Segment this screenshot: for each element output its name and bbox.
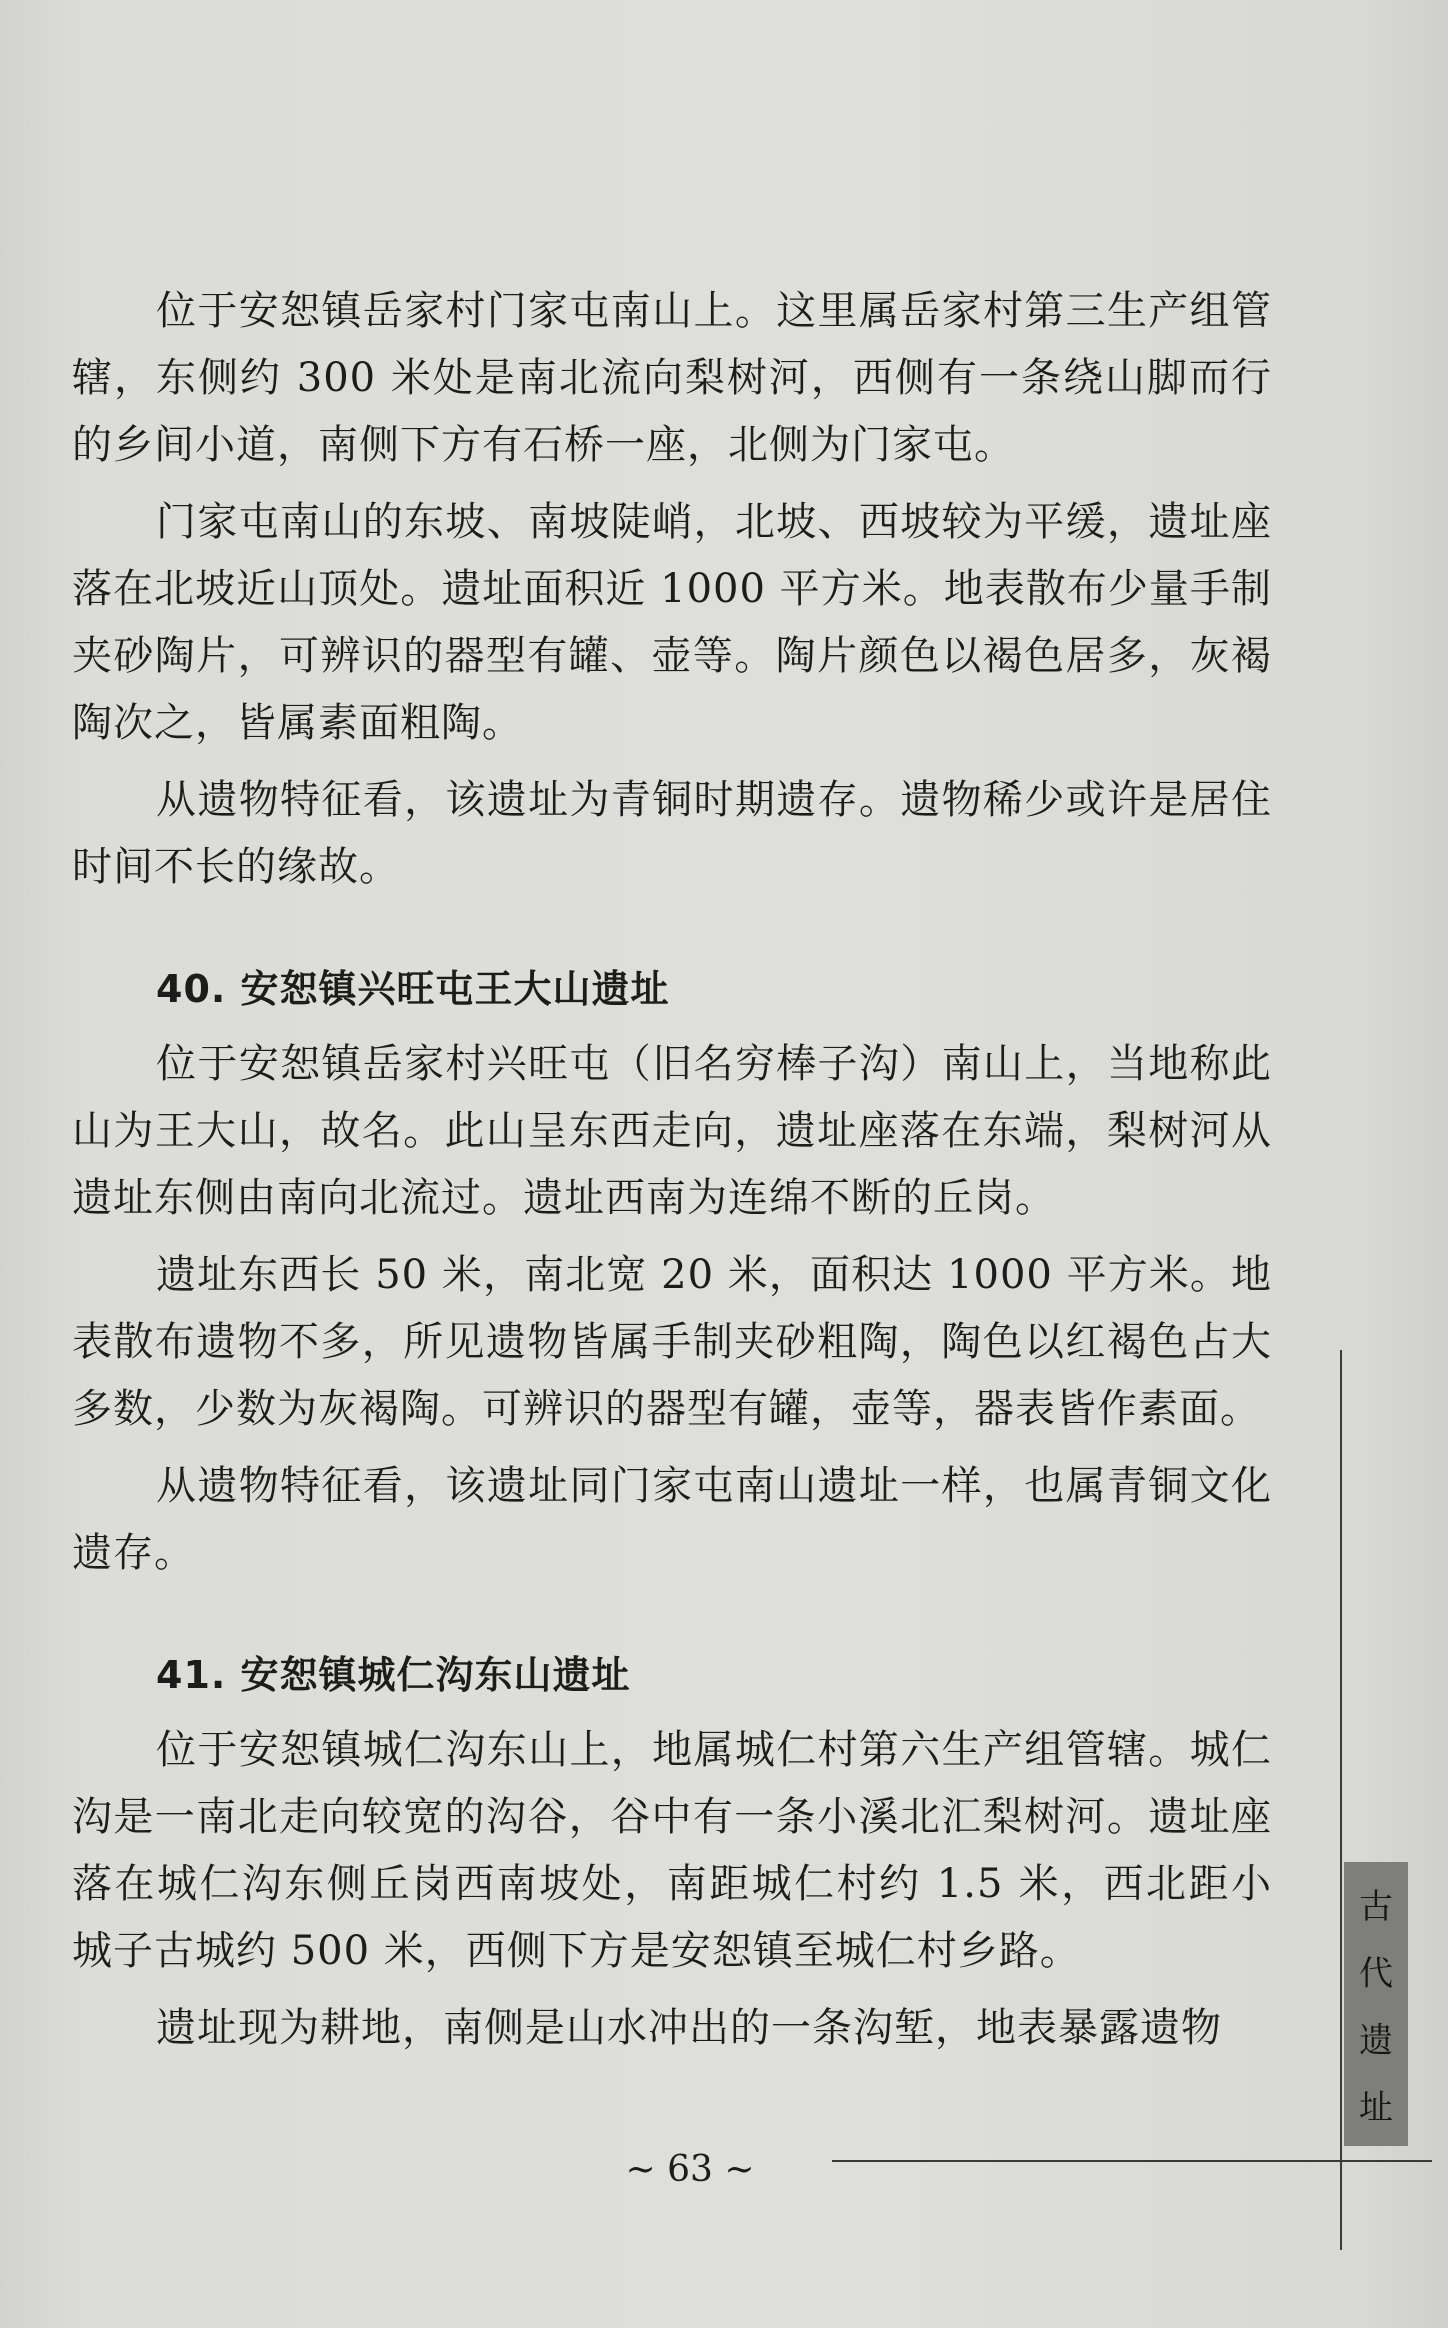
paragraph: 从遗物特征看，该遗址为青铜时期遗存。遗物稀少或许是居住时间不长的缘故。 [72,777,1272,890]
paragraph: 遗址现为耕地，南侧是山水冲出的一条沟堑，地表暴露遗物 [156,2005,1222,2051]
page-number: ~ 63 ~ [625,2149,755,2190]
paragraph: 从遗物特征看，该遗址同门家屯南山遗址一样，也属青铜文化遗存。 [72,1463,1272,1576]
paragraph: 位于安恕镇城仁沟东山上，地属城仁村第六生产组管辖。城仁沟是一南北走向较宽的沟谷，谷中有一条小溪北汇梨树河。遗址座落在城仁沟东侧丘岗西南坡处，南距城仁村约 1.5 米，西北距小城子古城约 500 米，西侧下方是安恕镇至城仁村乡路。 [72,1727,1272,1974]
section-heading-41: 41. 安恕镇城仁沟东山遗址 [156,1653,631,1697]
paragraph: 遗址东西长 50 米，南北宽 20 米，面积达 1000 平方米。地表散布遗物不多，所见遗物皆属手制夹砂粗陶，陶色以红褐色占大多数，少数为灰褐陶。可辨识的器型有罐，壶等，器表皆作素面。 [72,1252,1272,1432]
side-tab-char: 遗 [1359,2021,1393,2061]
paragraph: 位于安恕镇岳家村门家屯南山上。这里属岳家村第三生产组管辖，东侧约 300 米处是南北流向梨树河，西侧有一条绕山脚而行的乡间小道，南侧下方有石桥一座，北侧为门家屯。 [72,288,1272,468]
side-tab-char: 代 [1359,1954,1393,1994]
side-tab-char: 古 [1359,1887,1393,1927]
footer-rule [832,2160,1432,2162]
section-heading-40: 40. 安恕镇兴旺屯王大山遗址 [156,967,670,1011]
side-rule [1340,1350,1342,2250]
paragraph: 位于安恕镇岳家村兴旺屯（旧名穷棒子沟）南山上，当地称此山为王大山，故名。此山呈东西走向，遗址座落在东端，梨树河从遗址东侧由南向北流过。遗址西南为连绵不断的丘岗。 [72,1041,1272,1221]
chapter-side-tab [1344,1862,1408,2146]
paragraph: 门家屯南山的东坡、南坡陡峭，北坡、西坡较为平缓，遗址座落在北坡近山顶处。遗址面积近 1000 平方米。地表散布少量手制夹砂陶片，可辨识的器型有罐、壶等。陶片颜色以褐色居多，灰褐陶次之，皆属素面粗陶。 [72,499,1272,746]
page-body [72,278,1272,2072]
side-tab-char: 址 [1359,2088,1393,2128]
